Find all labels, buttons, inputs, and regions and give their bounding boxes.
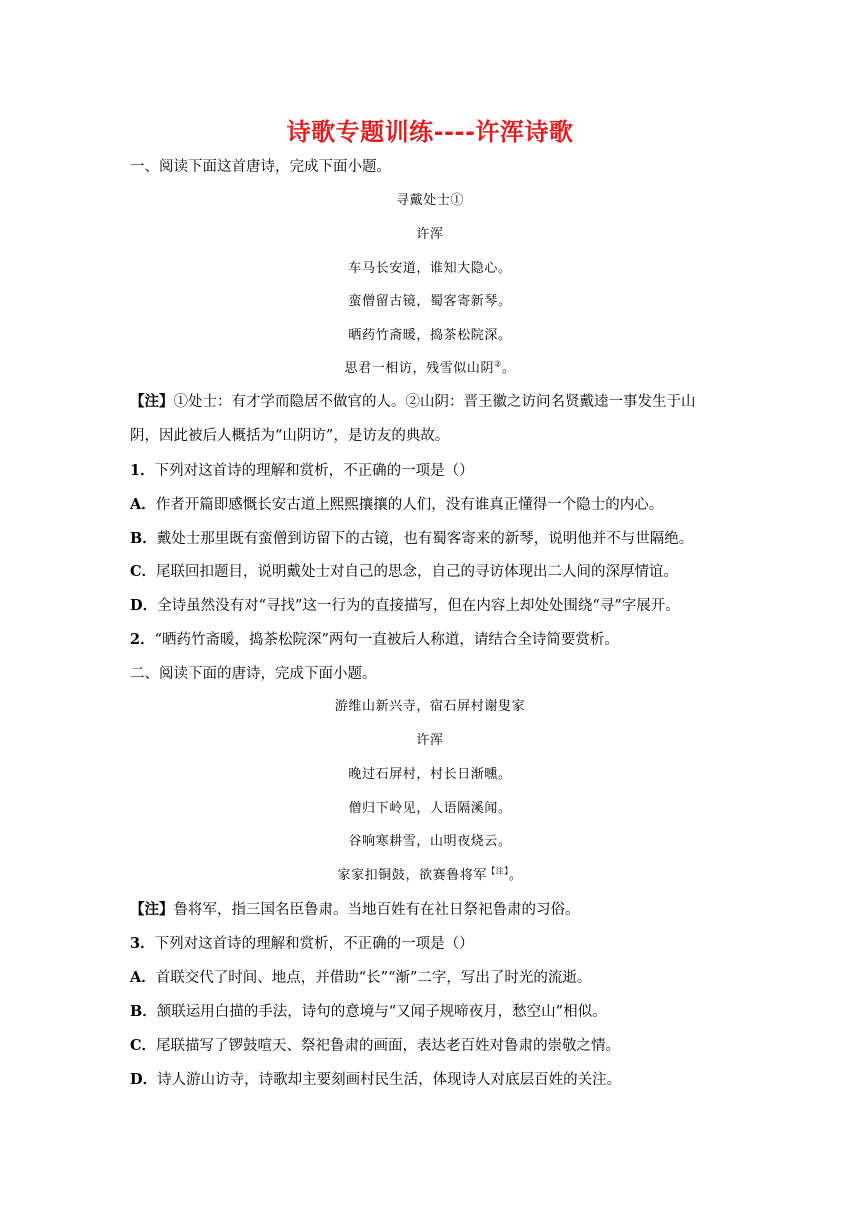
- q3-stem-text: 下列对这首诗的理解和赏析，不正确的一项是（）: [154, 936, 474, 952]
- q3-option-c-text: 尾联描写了锣鼓喧天、祭祀鲁肃的画面，表达老百姓对鲁肃的崇敬之情。: [156, 1038, 621, 1054]
- q3-number: 3．: [130, 935, 155, 952]
- poem1-author: 许浑: [416, 227, 444, 242]
- q1-option-d-text: 全诗虽然没有对“寻找”这一行为的直接描写，但在内容上却处处围绕“寻”字展开。: [157, 598, 680, 614]
- q1-option-c: [130, 562, 730, 582]
- q3-option-a: [130, 968, 730, 988]
- poem1-title: 寻戴处士①: [395, 193, 464, 208]
- q3-stem: [130, 934, 730, 954]
- document-title: 诗歌专题训练----许浑诗歌: [286, 118, 574, 146]
- q1-number: 1．: [130, 462, 155, 479]
- q3-option-b-label: B．: [130, 1003, 157, 1020]
- q1-option-a: [130, 495, 730, 515]
- q1-option-d: [130, 596, 730, 616]
- q1-option-d-label: D．: [130, 597, 158, 614]
- poem2-footnote-mark: 【注】: [487, 866, 509, 876]
- q3-option-a-text: 首联交代了时间、地点，并借助“长”“渐”二字，写出了时光的流逝。: [155, 970, 592, 986]
- q2-stem: [130, 630, 730, 650]
- poem1-line-4-end: 。: [501, 361, 516, 376]
- q2-stem-text: “晒药竹斋暖，捣茶松院深”两句一直被后人称道，请结合全诗简要赏析。: [154, 632, 619, 648]
- poem2-author: 许浑: [416, 733, 444, 748]
- section2-heading: 二、阅读下面的唐诗，完成下面小题。: [130, 666, 377, 682]
- poem1-line-4: [0, 359, 860, 379]
- q3-option-c-label: C．: [130, 1037, 157, 1054]
- poem1-footnote-mark: ②: [494, 359, 502, 369]
- q1-stem-text: 下列对这首诗的理解和赏析，不正确的一项是（）: [154, 463, 474, 479]
- note2-text-1: 鲁将军，指三国名臣鲁肃。当地百姓有在社日祭祀鲁肃的习俗。: [173, 902, 580, 918]
- q3-option-b: [130, 1002, 730, 1022]
- poem1-line-3: 晒药竹斋暖，捣茶松院深。: [348, 328, 512, 343]
- poem2-line-2: 僧归下岭见，人语隔溪闻。: [348, 801, 512, 816]
- note1-line-2: 阴，因此被后人概括为“山阴访”，是访友的典故。: [130, 428, 450, 444]
- q1-option-a-label: A．: [130, 496, 156, 513]
- q3-option-d-label: D．: [130, 1071, 158, 1088]
- q3-option-c: [130, 1036, 730, 1056]
- poem2-line-3: 谷响寒耕雪，山明夜烧云。: [348, 834, 512, 849]
- q3-option-d: [130, 1070, 730, 1090]
- q3-option-d-text: 诗人游山访寺，诗歌却主要刻画村民生活，体现诗人对底层百姓的关注。: [157, 1072, 622, 1088]
- q1-option-b-label: B．: [130, 530, 157, 547]
- note2-line-1: [130, 900, 730, 920]
- section1-heading: 一、阅读下面这首唐诗，完成下面小题。: [130, 159, 391, 175]
- poem2-line-4: [0, 866, 860, 886]
- poem1-line-2: 蛮僧留古镜，蜀客寄新琴。: [348, 294, 512, 309]
- q1-option-c-text: 尾联回扣题目，说明戴处士对自己的思念，自己的寻访体现出二人间的深厚情谊。: [156, 564, 679, 580]
- note2-tag: 【注】: [130, 901, 174, 918]
- note1-tag: 【注】: [130, 393, 174, 410]
- poem2-title: 游维山新兴寺，宿石屏村谢叟家: [334, 699, 526, 714]
- note1-line-1: [130, 392, 730, 412]
- q1-option-b: [130, 529, 730, 549]
- poem1-line-1: 车马长安道，谁知大隐心。: [348, 261, 512, 276]
- poem2-line-4-text: 家家扣铜鼓，欲赛鲁将军: [337, 868, 488, 883]
- poem2-line-1: 晚过石屏村，村长日渐曛。: [348, 767, 512, 782]
- poem2-line-4-end: 。: [508, 868, 523, 883]
- q1-stem: [130, 461, 730, 481]
- q3-option-a-label: A．: [130, 969, 156, 986]
- q1-option-b-text: 戴处士那里既有蛮僧到访留下的古镜，也有蜀客寄来的新琴，说明他并不与世隔绝。: [156, 531, 694, 547]
- q2-number: 2．: [130, 631, 155, 648]
- note1-text-1: ①处士：有才学而隐居不做官的人。②山阴：晋王徽之访问名贤戴逵一事发生于山: [173, 394, 696, 410]
- q1-option-a-text: 作者开篇即感慨长安古道上熙熙攘攘的人们，没有谁真正懂得一个隐士的内心。: [155, 497, 664, 513]
- q1-option-c-label: C．: [130, 563, 157, 580]
- q3-option-b-text: 颔联运用白描的手法，诗句的意境与“又闻子规啼夜月，愁空山”相似。: [156, 1004, 607, 1020]
- poem1-line-4-text: 思君一相访，残雪似山阴: [344, 361, 495, 376]
